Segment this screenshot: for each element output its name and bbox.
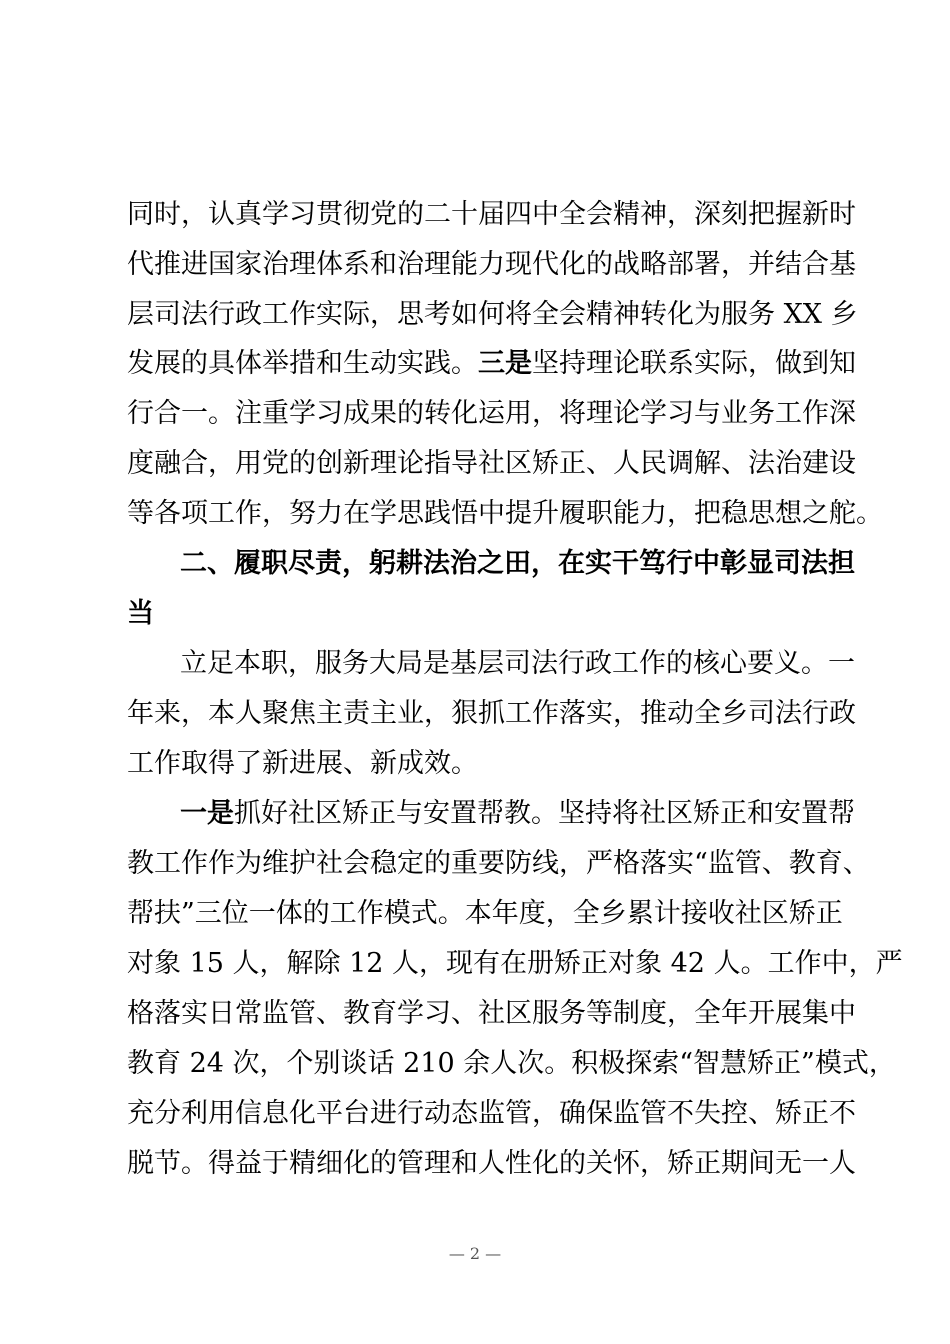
paragraph-line: 层司法行政工作实际，思考如何将全会精神转化为服务 XX 乡	[127, 299, 858, 330]
paragraph-line	[127, 347, 856, 381]
paragraph-line: 同时，认真学习贯彻党的二十届四中全会精神，深刻把握新时	[127, 199, 856, 230]
paragraph-line: 等各项工作，努力在学思践悟中提升履职能力，把稳思想之舵。	[127, 498, 883, 529]
paragraph-line: 度融合，用党的创新理论指导社区矫正、人民调解、法治建设	[127, 448, 856, 479]
bold-marker: 一是	[180, 798, 234, 829]
paragraph-line: 教育 24 次，个别谈话 210 余人次。积极探索“智慧矫正”模式，	[127, 1048, 896, 1079]
paragraph-line: 教工作作为维护社会稳定的重要防线，严格落实“监管、教育、	[127, 848, 870, 879]
paragraph-line: 代推进国家治理体系和治理能力现代化的战略部署，并结合基	[127, 249, 856, 280]
paragraph-line: 年来，本人聚焦主责主业，狠抓工作落实，推动全乡司法行政	[127, 698, 856, 729]
paragraph-line: 工作取得了新进展、新成效。	[127, 748, 478, 779]
section-heading: 二、履职尽责，躬耕法治之田，在实干笃行中彰显司法担	[180, 548, 855, 579]
paragraph-line: 立足本职，服务大局是基层司法行政工作的核心要义。一	[180, 648, 855, 679]
line-text: 发展的具体举措和生动实践。	[127, 348, 478, 379]
bold-marker: 三是	[478, 348, 532, 379]
line-text: 坚持理论联系实际，做到知	[532, 348, 856, 379]
paragraph-line: 充分利用信息化平台进行动态监管，确保监管不失控、矫正不	[127, 1098, 856, 1129]
section-heading-cont: 当	[127, 598, 154, 629]
page-number: — 2 —	[448, 1244, 502, 1263]
paragraph-line: 对象 15 人，解除 12 人，现有在册矫正对象 42 人。工作中，严	[127, 948, 903, 979]
paragraph-line: 行合一。注重学习成果的转化运用，将理论学习与业务工作深	[127, 398, 856, 429]
paragraph-line: 格落实日常监管、教育学习、社区服务等制度，全年开展集中	[127, 998, 856, 1029]
paragraph-line: 脱节。得益于精细化的管理和人性化的关怀，矫正期间无一人	[127, 1148, 856, 1179]
paragraph-line: 帮扶”三位一体的工作模式。本年度，全乡累计接收社区矫正	[127, 898, 843, 929]
line-text: 抓好社区矫正与安置帮教。坚持将社区矫正和安置帮	[234, 798, 855, 829]
paragraph-line	[180, 797, 855, 831]
